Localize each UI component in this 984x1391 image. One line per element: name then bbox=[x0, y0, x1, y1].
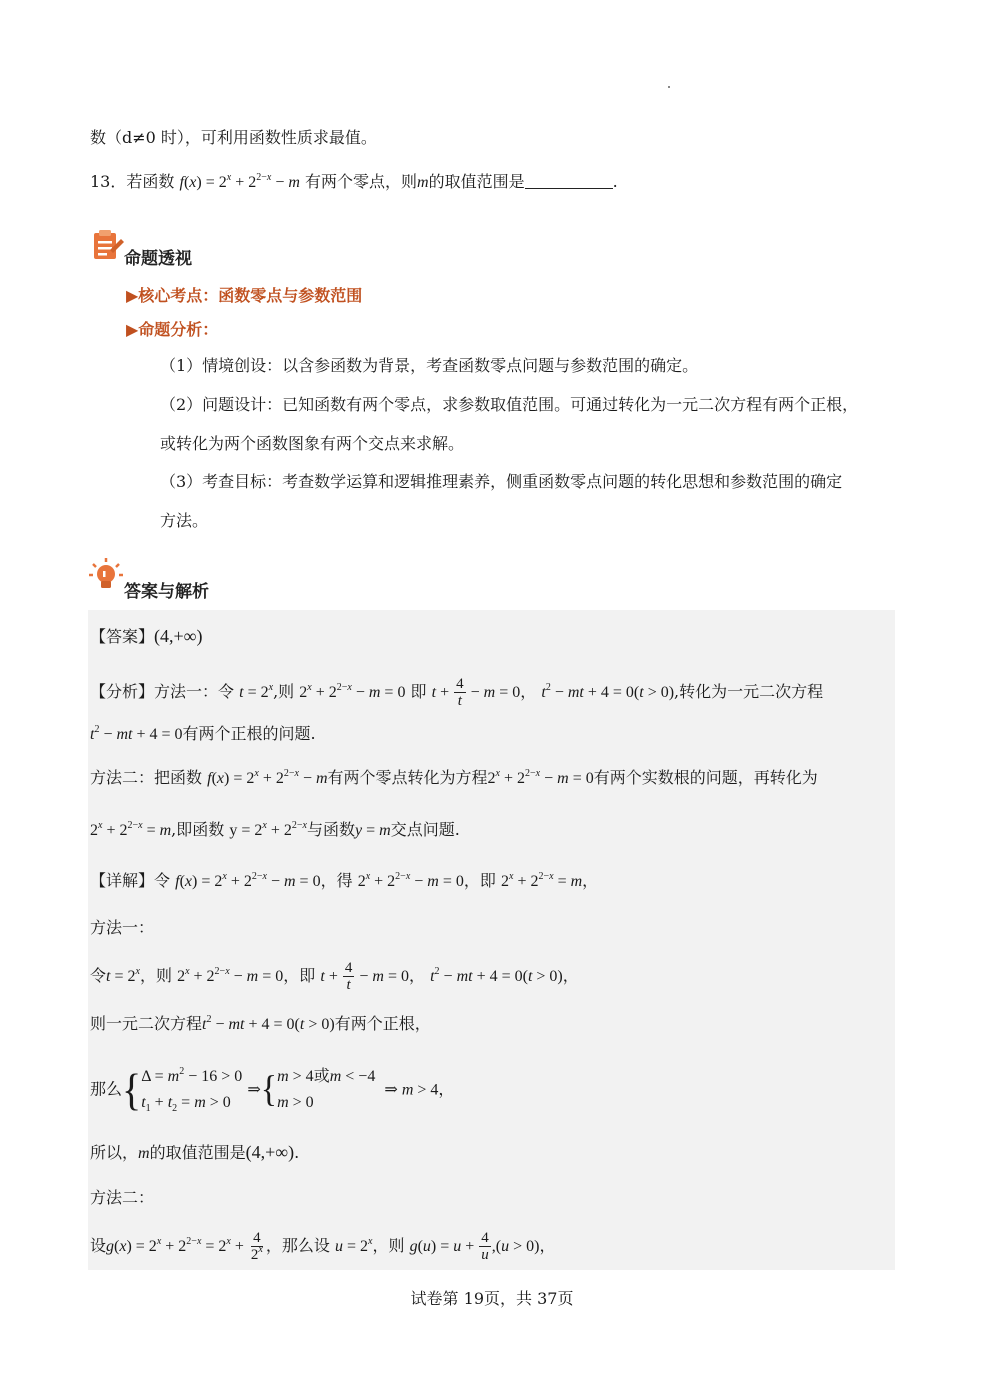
intro-text: 数（d≠0 时），可利用函数性质求最值。 bbox=[90, 128, 377, 147]
page-footer: 试卷第 19页，共 37页 bbox=[410, 1289, 574, 1308]
method1-line-2: 则一元二次方程$t^2$ − mt + 4 = 0(t > 0)有两个正根， bbox=[90, 1014, 431, 1033]
analysis-label: ▶命题分析： bbox=[126, 320, 219, 339]
analysis-item-3b: 方法。 bbox=[160, 511, 209, 530]
analysis-item-2: （2）问题设计：已知函数有两个零点，求参数取值范围。可通过转化为一元二次方程有两个正根， bbox=[160, 395, 859, 414]
answer-box bbox=[88, 610, 895, 1270]
answer-blank bbox=[525, 170, 613, 189]
question-13: 13．若函数 $f(x) = 2^x + 2^{2-x} - m$ 有两个零点，则m的取值范围是 . bbox=[90, 172, 618, 191]
section-title-answer: 答案与解析 bbox=[124, 582, 209, 602]
analysis-line-1: 【分析】方法一：令 $t = 2^x$,则 $2^x + 2^{2-x} - m = 0$ 即 t + $\frac{4}{t}$ − m = 0， $t^2$ − mt + 4 = 0(t > 0),转化为一元二次方程 bbox=[90, 676, 824, 709]
section-title-mingti: 命题透视 bbox=[124, 249, 192, 269]
detail-line-1: 【详解】令 $f(x) = 2^x + 2^{2-x} - m = 0$，得 $2^x + 2^{2-x} - m = 0$，即 $2^x + 2^{2-x} = m$， bbox=[90, 871, 599, 890]
lightbulb-icon bbox=[88, 556, 126, 592]
method1-head: 方法一： bbox=[90, 918, 155, 937]
answer-value: (4,+∞) bbox=[154, 626, 203, 646]
method1-line-1: 令$t = 2^x$，则 $2^x + 2^{2-x} - m = 0$，即 t + $\frac{4}{t}$ − m = 0， $t^2$ − mt + 4 = 0(t > 0)， bbox=[90, 960, 579, 993]
analysis-line-2: $t^2$ − mt + 4 = 0有两个正根的问题. bbox=[90, 724, 316, 743]
core-point: ▶核心考点：函数零点与参数范围 bbox=[126, 286, 363, 305]
question-function: $f(x) = 2^x + 2^{2-x} - m$ bbox=[179, 172, 300, 191]
analysis-item-1: （1）情境创设：以含参函数为背景，考查函数零点问题与参数范围的确定。 bbox=[160, 356, 699, 375]
analysis-line-4: $2^x + 2^{2-x} = m$,即函数 $y = 2^x + 2^{2-x}$与函数y = m交点问题. bbox=[90, 820, 460, 839]
page-dot bbox=[668, 86, 670, 88]
method2-line-1: 设$g(x) = 2^x + 2^{2-x} = 2^x$ + $\frac{4}{2^x}$ ，那么设 $u = 2^x$，则 g(u) = u + $\frac{4}{u}$ ,(u > 0)， bbox=[90, 1230, 556, 1263]
clipboard-icon bbox=[88, 228, 126, 264]
answer-line: 【答案】(4,+∞) bbox=[90, 626, 203, 646]
method2-head: 方法二： bbox=[90, 1188, 155, 1207]
analysis-item-3: （3）考查目标：考查数学运算和逻辑推理素养，侧重函数零点问题的转化思想和参数范围的确定 bbox=[160, 472, 843, 491]
method1-system: 那么{ $\Delta = m^2 - 16 > 0$ $t_1 + t_2 = m > 0$ ⇒{ m > 4或m < −4 m > 0 ⇒ m > 4， bbox=[90, 1064, 455, 1115]
method1-conclusion: 所以，m的取值范围是(4,+∞). bbox=[90, 1142, 300, 1162]
analysis-line-3: 方法二：把函数 $f(x) = 2^x + 2^{2-x} - m$有两个零点转化为方程$2^x + 2^{2-x} - m = 0$有两个实数根的问题，再转化为 bbox=[90, 768, 818, 787]
analysis-item-2b: 或转化为两个函数图象有两个交点来求解。 bbox=[160, 434, 465, 453]
